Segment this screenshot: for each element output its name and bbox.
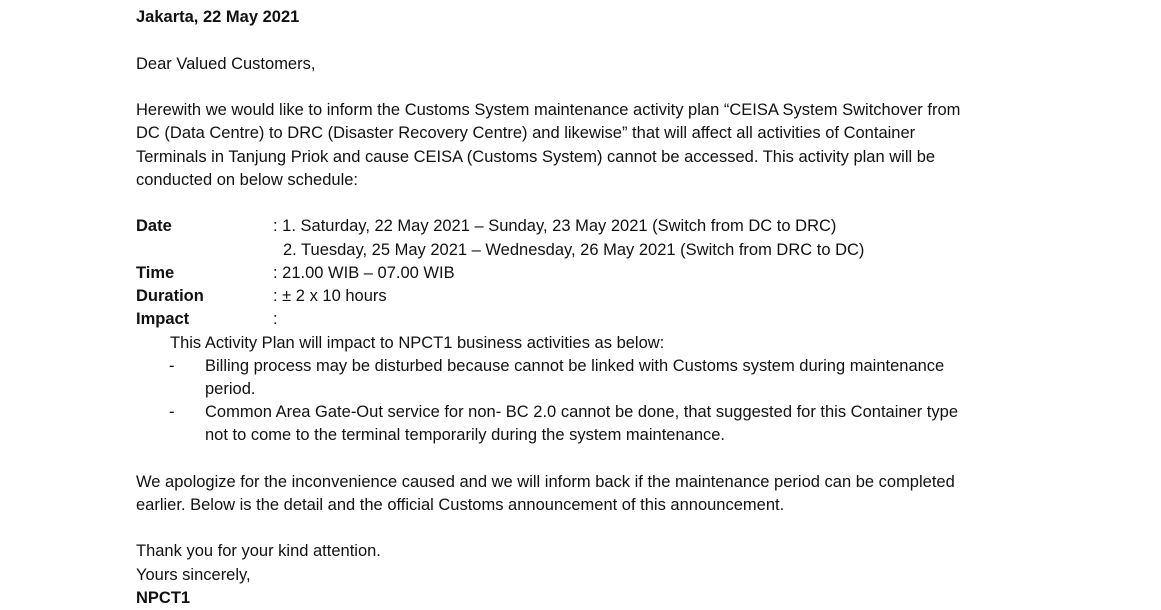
closing-line: We apologize for the inconvenience caused and we will inform back if the maintenance period can be completed: [136, 473, 955, 491]
date-label: Date: [136, 217, 172, 235]
duration-label: Duration: [136, 287, 204, 305]
intro-line: Herewith we would like to inform the Customs System maintenance activity plan “CEISA System Switchover from: [136, 101, 961, 119]
letter-date-line: Jakarta, 22 May 2021: [136, 8, 300, 26]
bullet-line: not to come to the terminal temporarily during the system maintenance.: [205, 426, 725, 444]
dash-bullet: -: [169, 403, 175, 421]
duration-value: : ± 2 x 10 hours: [273, 287, 387, 305]
impact-label: Impact: [136, 310, 190, 328]
bullet-line: Common Area Gate-Out service for non- BC 2.0 cannot be done, that suggested for this Container type: [205, 403, 958, 421]
date-value-1: : 1. Saturday, 22 May 2021 – Sunday, 23 May 2021 (Switch from DC to DRC): [273, 217, 837, 235]
closing-line: earlier. Below is the detail and the official Customs announcement of this announcement.: [136, 496, 785, 514]
intro-line: conducted on below schedule:: [136, 171, 358, 189]
intro-line: DC (Data Centre) to DRC (Disaster Recovery Centre) and likewise” that will affect all activities of Container: [136, 124, 916, 142]
greeting: Dear Valued Customers,: [136, 55, 316, 73]
dash-bullet: -: [169, 357, 175, 375]
signoff-line: Yours sincerely,: [136, 566, 251, 584]
date-value-2: 2. Tuesday, 25 May 2021 – Wednesday, 26 May 2021 (Switch from DRC to DC): [283, 241, 865, 259]
impact-intro: This Activity Plan will impact to NPCT1 business activities as below:: [170, 334, 665, 352]
time-value: : 21.00 WIB – 07.00 WIB: [273, 264, 455, 282]
impact-value: :: [273, 310, 278, 328]
bullet-line: period.: [205, 380, 256, 398]
bullet-line: Billing process may be disturbed because cannot be linked with Customs system during maintenance: [205, 357, 945, 375]
signature: NPCT1: [136, 589, 191, 607]
time-label: Time: [136, 264, 175, 282]
thanks-line: Thank you for your kind attention.: [136, 542, 381, 560]
intro-line: Terminals in Tanjung Priok and cause CEISA (Customs System) cannot be accessed. This activity plan will be: [136, 148, 936, 166]
